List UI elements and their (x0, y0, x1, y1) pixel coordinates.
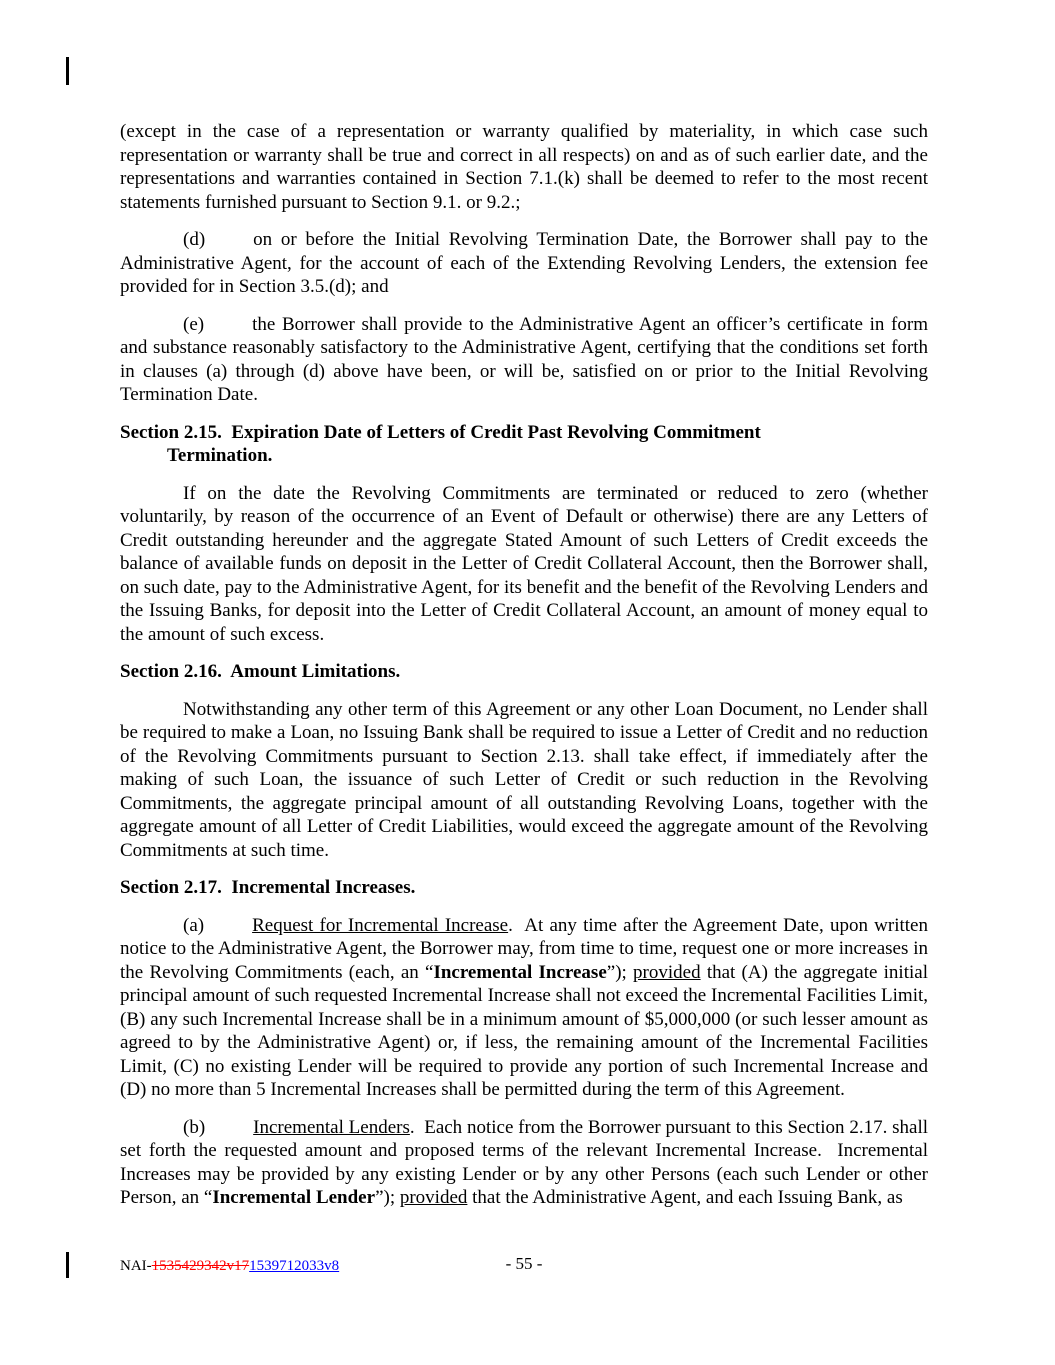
text-segment: (d) (183, 229, 206, 250)
text-segment: ”); (606, 961, 634, 983)
text-segment: (b) (183, 1116, 206, 1138)
section-2-15-heading (120, 421, 928, 468)
text-segment: If on the date the Revolving Commitments are terminated or reduced to zero (whether voluntarily, by reason of the occurrence of an Event of Default or otherwise) there are any Letters of Credit outstanding hereunder and the aggregate Stated Amount of such Letters of Credit exceeds the balance of available funds on deposit in the Letter of Credit Collateral Account, then the Borrower shall, on such date, pay to the Administrative Agent, for its benefit and the benefit of the Revolving Lenders and the Issuing Banks, for deposit into the Letter of Credit Collateral Account, an amount of money equal to the amount of such excess. (120, 482, 928, 645)
text-segment: provided (633, 961, 701, 983)
doc-id-old-struck: 1535429342v17 (151, 1258, 250, 1274)
text-segment: the Borrower shall provide to the Administrative Agent an officer’s certificate in form and substance reasonably satisfactory to the Administrative Agent, certifying that the conditions set forth in clauses (a) through (d) above have been, or will be, satisfied on or prior to the Initial Revolving Termination Date. (120, 313, 928, 405)
text-segment: . At any time after the Agreement Date, upon written notice to the Administrative Agent, the Borrower may, from time to time, request one or more increases in the Revolving Commitments (each, an “ (120, 914, 928, 983)
section-2-17-heading: Section 2.17. Incremental Increases. (120, 877, 416, 898)
revision-change-bar-top (66, 57, 69, 85)
text-segment: (e) (183, 313, 205, 335)
text-segment: that (A) the aggregate initial principal amount of such requested Incremental Increase shall not exceed the Incremental Facilities Limit, (B) any such Incremental Increase shall be in a minimum amount of $5,000,000 (or such lesser amount as agreed to by the Administrative Agent) or, if less, the remaining amount of the Incremental Facilities Limit, (C) no existing Lender will be required to provide any portion of such Incremental Increase and (D) no more than 5 Incremental Increases shall be permitted during the term of this Agreement. (120, 961, 928, 1100)
page-number: - 55 - (505, 1254, 543, 1273)
paragraph-continuation (120, 120, 928, 214)
revision-change-bar-bottom (66, 1252, 69, 1278)
section-2-15-heading-line2: Termination. (167, 445, 273, 466)
text-segment: Incremental Lenders (253, 1116, 410, 1138)
document-body (120, 120, 928, 1224)
text-segment: Incremental Increase (433, 961, 607, 983)
text-segment: provided (399, 1187, 468, 1208)
text-segment: Incremental Lender (212, 1187, 376, 1208)
doc-id-new: 1539712033v8 (249, 1258, 340, 1274)
paragraph-d (120, 228, 928, 299)
text-segment: . Each notice from the Borrower pursuant to this Section 2.17. shall set forth the requested amount and proposed terms of the relevant Incremental Increase. Incremental Increases may be provided by any existing Lender or by any other Persons (each such Lender or other Person, an “ (120, 1116, 929, 1208)
text-segment: Request for Incremental Increase (252, 914, 509, 936)
text-segment: (except in the case of a representation or warranty qualified by materiality, in which case such representation or warranty shall be true and correct in all respects) on and as of such earlier date, and the representations and warranties contained in Section 7.1.(k) shall be deemed to refer to the most recent statements furnished pursuant to Section 9.1. or 9.2.; (120, 121, 928, 213)
text-segment: (a) (183, 914, 205, 936)
paragraph-2-17-b (120, 1116, 928, 1210)
paragraph-e (120, 313, 928, 407)
paragraph-2-15-body (120, 482, 928, 647)
text-segment: ”); (375, 1187, 400, 1208)
paragraph-2-17-a (120, 914, 928, 1102)
section-2-16-heading: Section 2.16. Amount Limitations. (120, 661, 401, 682)
section-2-15-heading-line1: Section 2.15. Expiration Date of Letters of Credit Past Revolving Commitment (120, 421, 761, 443)
paragraph-2-16-body (120, 698, 928, 863)
text-segment: on or before the Initial Revolving Termination Date, the Borrower shall pay to the Administrative Agent, for the account of each of the Extending Revolving Lenders, the extension fee provided for in Section 3.5.(d); and (120, 229, 928, 297)
text-segment: that the Administrative Agent, and each Issuing Bank, as (467, 1187, 903, 1208)
doc-id-prefix: NAI- (120, 1258, 152, 1274)
text-segment: Notwithstanding any other term of this Agreement or any other Loan Document, no Lender shall be required to make a Loan, no Issuing Bank shall be required to issue a Letter of Credit and no reduction of the Revolving Commitments pursuant to Section 2.13. shall take effect, if immediately after the making of such Loan, the issuance of such Letter of Credit or such reduction in the Revolving Commitments, the aggregate principal amount of all outstanding Revolving Loans, together with the aggregate amount of all Letter of Credit Liabilities, would exceed the aggregate amount of the Revolving Commitments at such time. (120, 698, 928, 861)
